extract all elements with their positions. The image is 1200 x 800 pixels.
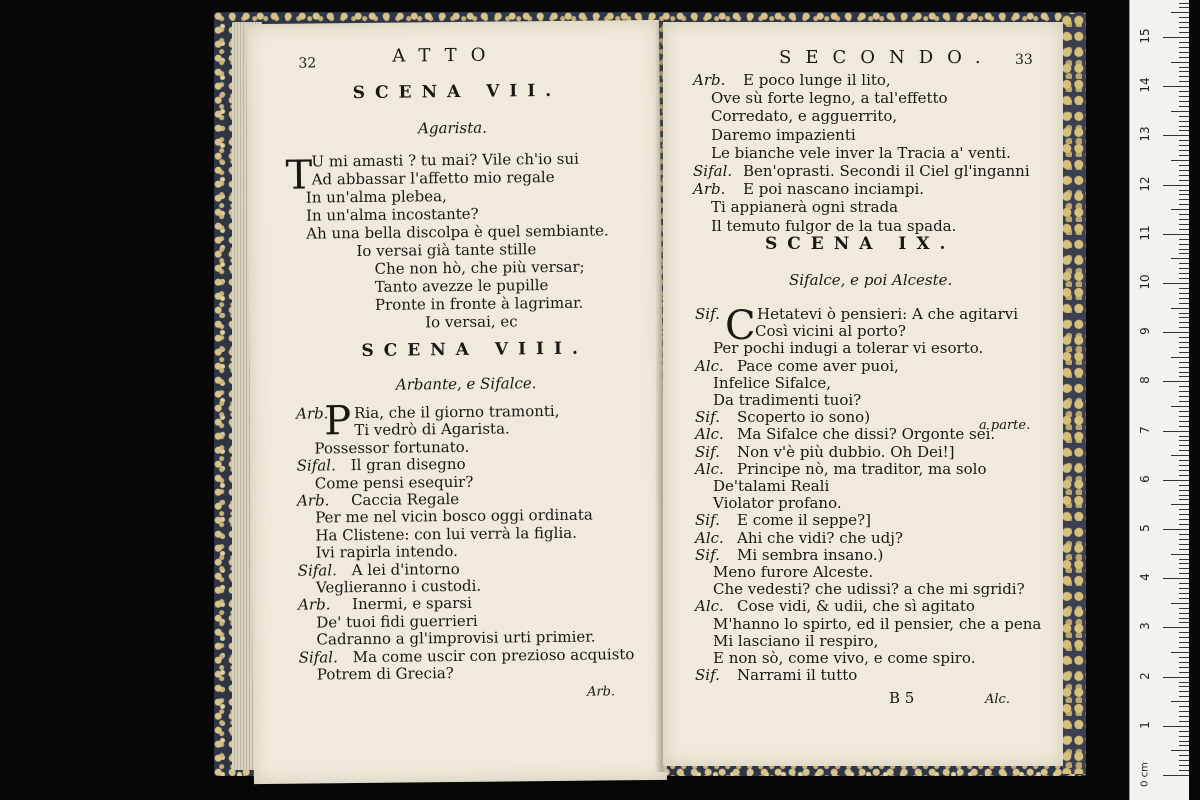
signature-mark: B 5 (889, 689, 915, 707)
ruler-tick (1163, 627, 1189, 628)
ruler-tick (1179, 347, 1189, 348)
dialogue-line: E non sò, come vivo, e come spiro. (713, 649, 976, 667)
ruler-tick (1179, 239, 1189, 240)
dialogue-line: Mi lasciano il respiro, (713, 631, 879, 650)
dialogue-line: M'hanno lo spirto, ed il pensier, che a pena (713, 614, 1042, 633)
ruler-tick (1179, 126, 1189, 127)
ruler-tick (1163, 480, 1189, 481)
ruler-tick (1171, 111, 1189, 112)
ruler-tick (1179, 7, 1189, 8)
ruler-tick (1179, 593, 1189, 594)
ruler-tick (1179, 263, 1189, 264)
ruler-tick (1179, 460, 1189, 461)
ruler-tick (1179, 71, 1189, 72)
speaker-name: Arb. (693, 180, 726, 199)
ruler-tick (1179, 317, 1189, 318)
ruler-tick (1171, 160, 1189, 161)
ruler-label: 11 (1138, 225, 1152, 241)
ruler-tick (1179, 475, 1189, 476)
dialogue-line: Per pochi indugi a tolerar vi esorto. (713, 339, 984, 358)
ruler-tick (1179, 445, 1189, 446)
dialogue-line: Ahi che vidi? che udj? (737, 528, 903, 547)
ruler-label: 13 (1138, 126, 1152, 143)
ruler-tick (1171, 701, 1189, 702)
ruler-tick (1179, 440, 1189, 441)
ruler-tick (1179, 199, 1189, 200)
dialogue-line: Veglieranno i custodi. (315, 576, 482, 597)
ruler-tick (1179, 524, 1189, 525)
ruler-tick (1179, 622, 1189, 623)
ruler-tick (1179, 150, 1189, 151)
ruler-tick (1179, 268, 1189, 269)
ruler-tick (1163, 135, 1189, 136)
speaker-name: Arb. (693, 71, 726, 89)
ruler-tick (1163, 726, 1189, 727)
ruler-tick (1179, 411, 1189, 412)
ruler-tick (1179, 618, 1189, 619)
dialogue-line: Ivi rapirla intendo. (315, 542, 458, 562)
page-number: 32 (298, 55, 317, 72)
ruler-tick (1163, 185, 1189, 186)
scene-heading: SCENA VII. (352, 80, 562, 104)
ruler-tick (1179, 706, 1189, 707)
ruler-label: 6 (1138, 474, 1152, 483)
ruler-tick (1179, 647, 1189, 648)
ruler-label: 8 (1138, 376, 1152, 385)
dialogue-line: Scoperto io sono) (737, 408, 871, 427)
ruler-tick (1179, 219, 1189, 220)
dialogue-line: Corredato, e agguerrito, (711, 107, 898, 126)
scale-ruler (1129, 0, 1189, 800)
speaker-name: Sif. (695, 666, 720, 685)
ruler-tick (1171, 12, 1189, 13)
ruler-tick (1179, 691, 1189, 692)
ruler-tick (1171, 308, 1189, 309)
ruler-label: 5 (1138, 524, 1152, 532)
dialogue-line: De' tuoi fidi guerrieri (316, 611, 478, 632)
ruler-tick (1163, 775, 1189, 776)
dialogue-line: Ha Clistene: con lui verrà la figlia. (315, 523, 578, 545)
speaker-name: Sifal. (693, 162, 733, 180)
ruler-tick (1179, 559, 1189, 560)
ruler-tick (1179, 662, 1189, 663)
ruler-tick (1179, 514, 1189, 515)
ruler-tick (1179, 273, 1189, 274)
drop-capital: T (285, 152, 313, 199)
ruler-tick (1163, 677, 1189, 678)
ruler-tick (1179, 686, 1189, 687)
dialogue-line: Ben'oprasti. Secondi il Ciel gl'inganni (743, 162, 1030, 180)
ruler-tick (1163, 431, 1189, 432)
ruler-tick (1179, 495, 1189, 496)
speaker-name: Sifal. (297, 560, 337, 580)
ruler-tick (1179, 509, 1189, 510)
ruler-label: 9 (1138, 327, 1152, 336)
dialogue-line: Ma Sifalce che dissi? Orgonte sei. (737, 425, 996, 444)
ruler-tick (1179, 3, 1189, 4)
ruler-tick (1179, 745, 1189, 746)
ruler-tick (1179, 632, 1189, 633)
dialogue-line: Principe nò, ma traditor, ma solo (737, 459, 987, 478)
ruler-tick (1179, 47, 1189, 48)
speaker-name: Sif. (695, 545, 720, 564)
speaker-name: Sif. (695, 442, 720, 461)
ruler-tick (1179, 573, 1189, 574)
dialogue-line: Cadranno a gl'improvisi urti primier. (316, 627, 596, 649)
ruler-tick (1171, 652, 1189, 653)
ruler-tick (1163, 37, 1189, 38)
ruler-tick (1179, 303, 1189, 304)
ruler-tick (1171, 554, 1189, 555)
ruler-tick (1171, 62, 1189, 63)
ruler-tick (1179, 372, 1189, 373)
dialogue-line: Meno furore Alceste. (713, 563, 874, 581)
speaker-name: Sifal. (296, 456, 336, 475)
ruler-tick (1179, 244, 1189, 245)
ruler-tick (1179, 391, 1189, 392)
ruler-tick (1179, 81, 1189, 82)
dialogue-line: Pace come aver puoi, (737, 356, 899, 375)
ruler-tick (1179, 214, 1189, 215)
verse-line: Pronte in fronte à lagrimar. (374, 293, 584, 314)
dialogue-line: Le bianche vele inver la Tracia a' venti. (711, 143, 1011, 162)
ruler-tick (1179, 490, 1189, 491)
dialogue-line: Daremo impazienti (711, 125, 856, 144)
speaker-name: Alc. (695, 356, 724, 375)
ruler-tick (1163, 578, 1189, 579)
ruler-tick (1171, 357, 1189, 358)
ruler-tick (1179, 682, 1189, 683)
dialogue-line: Così vicini al porto? (755, 322, 906, 341)
ruler-tick (1179, 52, 1189, 53)
dialogue-line: E poi nascano inciampi. (743, 180, 925, 199)
dialogue-line: Possessor fortunato. (314, 437, 470, 458)
ruler-tick (1179, 421, 1189, 422)
ruler-label: 7 (1138, 425, 1152, 434)
ruler-tick (1179, 249, 1189, 250)
ruler-tick (1179, 76, 1189, 77)
ruler-tick (1179, 642, 1189, 643)
dialogue-line: Non v'è più dubbio. Oh Dei!] (737, 442, 955, 461)
ruler-tick (1179, 367, 1189, 368)
verse-line: In un'alma incostante? (305, 204, 479, 225)
ruler-tick (1171, 455, 1189, 456)
dialogue-line: Hetatevi ò pensieri: A che agitarvi (757, 305, 1019, 323)
ruler-label: 4 (1138, 573, 1152, 582)
ruler-tick (1179, 190, 1189, 191)
ruler-tick (1163, 86, 1189, 87)
ruler-tick (1179, 755, 1189, 756)
ruler-tick (1179, 362, 1189, 363)
ruler-tick (1179, 224, 1189, 225)
marbled-cover-edge (1062, 14, 1086, 774)
ruler-tick (1179, 204, 1189, 205)
ruler-tick (1179, 165, 1189, 166)
page-number: 33 (1015, 52, 1033, 68)
catchword: Alc. (985, 692, 1010, 707)
dialogue-line: Caccia Regale (350, 489, 460, 510)
ruler-tick (1179, 765, 1189, 766)
scene-heading: SCENA IX. (765, 234, 956, 254)
ruler-tick (1179, 337, 1189, 338)
ruler-label: 3 (1138, 622, 1152, 631)
ruler-tick (1179, 298, 1189, 299)
ruler-tick (1163, 381, 1189, 382)
dialogue-line: Ti vedrò di Agarista. (354, 419, 510, 440)
ruler-label: 2 (1138, 671, 1152, 680)
right-page (663, 22, 1063, 766)
ruler-tick (1163, 332, 1189, 333)
ruler-tick (1179, 101, 1189, 102)
ruler-label: 14 (1138, 77, 1152, 93)
ruler-tick (1179, 313, 1189, 314)
ruler-tick (1179, 436, 1189, 437)
ruler-tick (1179, 155, 1189, 156)
stage-direction: a parte. (979, 418, 1031, 433)
ruler-tick (1179, 485, 1189, 486)
ruler-tick (1179, 106, 1189, 107)
running-head: SECONDO. (779, 47, 995, 68)
ruler-label: 15 (1138, 28, 1152, 44)
ruler-tick (1179, 716, 1189, 717)
ruler-tick (1179, 130, 1189, 131)
scene-heading: SCENA VIII. (361, 338, 588, 361)
ruler-tick (1179, 342, 1189, 343)
dialogue-line: Ma come uscir con prezioso acquisto (352, 644, 635, 666)
ruler-tick (1179, 278, 1189, 279)
dialogue-line: A lei d'intorno (351, 559, 460, 579)
ruler-tick (1179, 450, 1189, 451)
dialogue-line: Da tradimenti tuoi? (713, 391, 862, 409)
ruler-tick (1179, 696, 1189, 697)
dialogue-line: Mi sembra insano.) (737, 545, 884, 564)
dialogue-line: Come pensi esequir? (314, 472, 474, 493)
ruler-tick (1179, 194, 1189, 195)
speaker-name: Arb. (296, 404, 329, 423)
speaker-name: Arb. (298, 595, 331, 615)
dialogue-line: Il gran disegno (350, 455, 466, 475)
speaker-name: Sif. (695, 305, 720, 323)
ruler-tick (1179, 253, 1189, 254)
ruler-tick (1179, 401, 1189, 402)
ruler-tick (1179, 288, 1189, 289)
ruler-tick (1179, 741, 1189, 742)
dialogue-line: Ria, che il giorno tramonti, (354, 401, 560, 423)
dialogue-line: Ti appianerà ogni strada (711, 198, 899, 217)
ruler-tick (1179, 91, 1189, 92)
ruler-tick (1179, 465, 1189, 466)
dialogue-line: Che vedesti? che udissi? a che mi sgridi? (713, 580, 1025, 599)
verse-line: Io versai, ec (425, 312, 518, 332)
ruler-tick (1171, 258, 1189, 259)
catchword: Arb. (586, 684, 616, 700)
ruler-tick (1179, 22, 1189, 23)
ruler-label: 10 (1138, 274, 1152, 290)
ruler-tick (1179, 583, 1189, 584)
ruler-tick (1171, 504, 1189, 505)
ruler-tick (1179, 760, 1189, 761)
character-name: Agarista. (418, 118, 488, 138)
left-page (246, 20, 667, 784)
ruler-tick (1163, 529, 1189, 530)
ruler-tick (1163, 234, 1189, 235)
dialogue-line: Narrami il tutto (737, 666, 858, 685)
drop-capital: C (725, 303, 756, 349)
ruler-tick (1179, 598, 1189, 599)
dialogue-line: Cose vidi, & udii, che sì agitato (737, 597, 975, 616)
verse-line: Che non hò, che più versar; (374, 257, 585, 278)
character-names: Sifalce, e poi Alceste. (789, 271, 953, 289)
ruler-tick (1179, 568, 1189, 569)
ruler-tick (1179, 140, 1189, 141)
speaker-name: Arb. (296, 491, 330, 510)
ruler-tick (1179, 721, 1189, 722)
ruler-tick (1179, 667, 1189, 668)
ruler-tick (1179, 770, 1189, 771)
ruler-tick (1179, 180, 1189, 181)
ruler-tick (1171, 750, 1189, 751)
ruler-tick (1179, 499, 1189, 500)
ruler-tick (1179, 396, 1189, 397)
ruler-tick (1179, 731, 1189, 732)
verse-line: Ad abbassar l'affetto mio regale (311, 167, 555, 189)
speaker-name: Alc. (695, 459, 724, 478)
ruler-tick (1179, 534, 1189, 535)
ruler-tick (1179, 352, 1189, 353)
dialogue-line: Potrem di Grecia? (316, 664, 454, 684)
ruler-tick (1179, 170, 1189, 171)
ruler-tick (1179, 608, 1189, 609)
ruler-tick (1179, 293, 1189, 294)
ruler-tick (1179, 470, 1189, 471)
ruler-tick (1179, 539, 1189, 540)
ruler-zero-label: 0 cm (1139, 762, 1151, 787)
character-names: Arbante, e Sifalce. (395, 374, 537, 394)
ruler-tick (1179, 549, 1189, 550)
ruler-tick (1171, 209, 1189, 210)
ruler-tick (1179, 42, 1189, 43)
verse-line: U mi amasti ? tu mai? Vile ch'io sui (311, 149, 579, 171)
dialogue-line: Ove sù forte legno, a tal'effetto (711, 89, 948, 108)
verse-line: In un'alma plebea, (305, 187, 447, 207)
dialogue-line: Per me nel vicin bosco oggi ordinata (315, 505, 593, 527)
verse-line: Ah una bella discolpa è quel sembiante. (306, 221, 609, 243)
drop-capital: P (323, 398, 352, 445)
verse-line: Tanto avezze le pupille (374, 276, 549, 296)
ruler-tick (1179, 588, 1189, 589)
ruler-tick (1179, 416, 1189, 417)
dialogue-line: De'talami Reali (713, 477, 830, 495)
ruler-tick (1179, 229, 1189, 230)
ruler-tick (1179, 563, 1189, 564)
speaker-name: Sif. (695, 511, 720, 530)
ruler-label: 12 (1138, 175, 1152, 192)
speaker-name: Alc. (695, 425, 724, 444)
ruler-tick (1179, 426, 1189, 427)
speaker-name: Sif. (695, 408, 720, 427)
ruler-tick (1179, 96, 1189, 97)
ruler-tick (1179, 121, 1189, 122)
ruler-tick (1179, 376, 1189, 377)
ruler-tick (1179, 386, 1189, 387)
ruler-tick (1179, 322, 1189, 323)
dialogue-line: Il temuto fulgor de la tua spada. (711, 216, 957, 235)
speaker-name: Alc. (695, 597, 724, 616)
ruler-tick (1163, 283, 1189, 284)
dialogue-line: E poco lunge il lito, (743, 71, 891, 89)
ruler-tick (1179, 27, 1189, 28)
verse-line: Io versai già tante stille (356, 240, 537, 261)
ruler-tick (1179, 544, 1189, 545)
ruler-tick (1179, 637, 1189, 638)
dialogue-line: Violator profano. (713, 494, 842, 513)
ruler-tick (1179, 116, 1189, 117)
ruler-tick (1179, 657, 1189, 658)
ruler-tick (1179, 519, 1189, 520)
ruler-tick (1179, 67, 1189, 68)
ruler-tick (1179, 57, 1189, 58)
ruler-tick (1179, 145, 1189, 146)
ruler-tick (1179, 672, 1189, 673)
dialogue-line: E come il seppe?] (737, 511, 871, 530)
dialogue-line: Infelice Sifalce, (713, 373, 832, 392)
ruler-tick (1179, 736, 1189, 737)
ruler-tick (1171, 603, 1189, 604)
running-head: ATTO (392, 44, 500, 67)
ruler-tick (1179, 175, 1189, 176)
speaker-name: Sifal. (298, 647, 338, 667)
ruler-tick (1179, 711, 1189, 712)
ruler-tick (1179, 32, 1189, 33)
dialogue-line: Inermi, e sparsi (352, 594, 472, 614)
ruler-tick (1179, 17, 1189, 18)
ruler-tick (1179, 327, 1189, 328)
speaker-name: Alc. (695, 528, 724, 547)
ruler-label: 1 (1138, 720, 1152, 729)
ruler-tick (1171, 406, 1189, 407)
ruler-tick (1179, 613, 1189, 614)
